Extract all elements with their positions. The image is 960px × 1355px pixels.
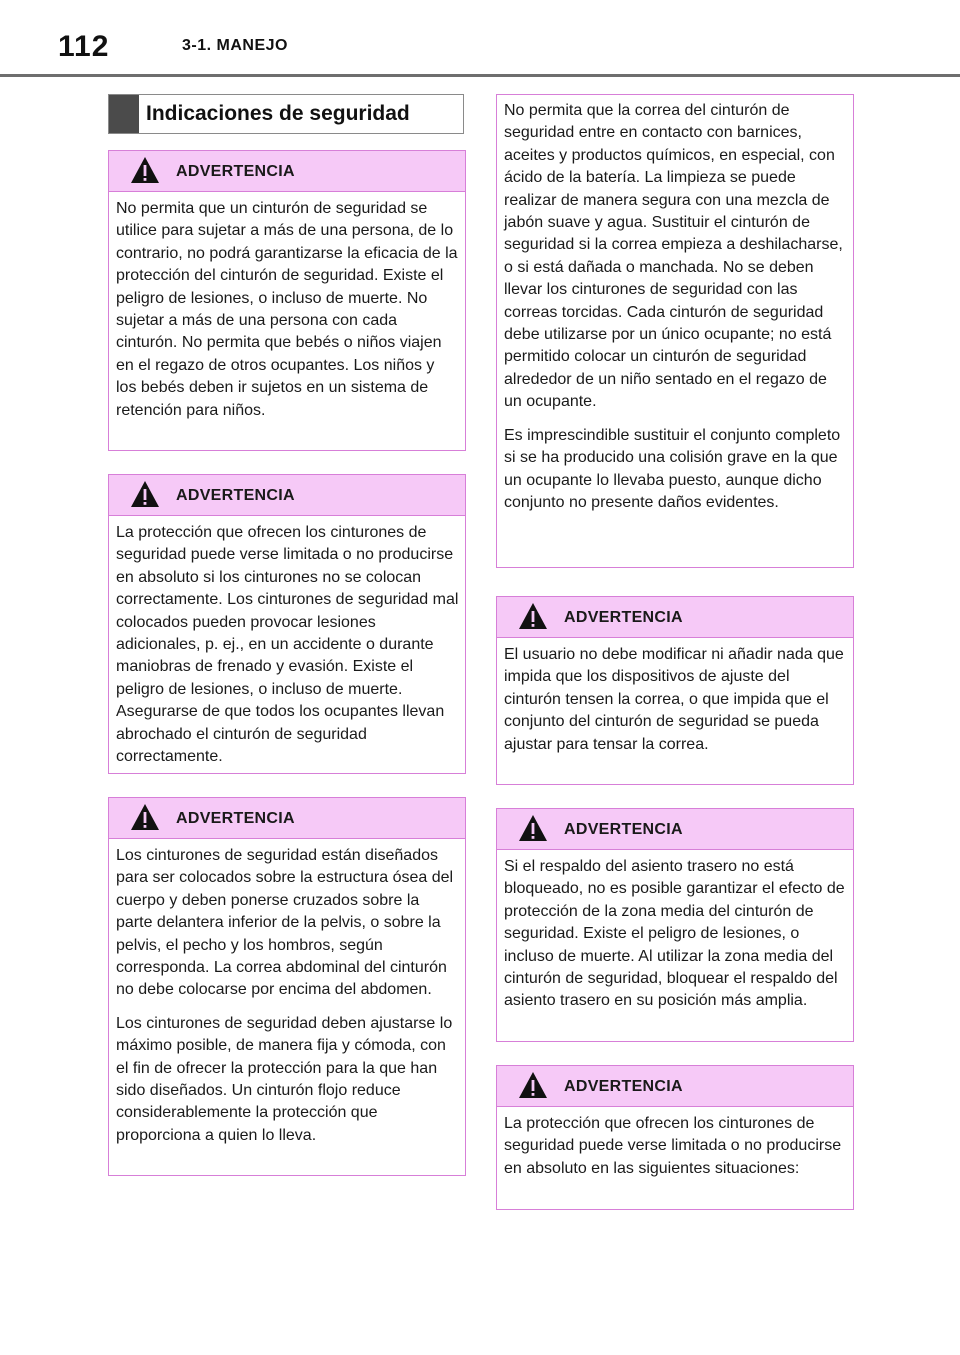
warning-header — [109, 798, 465, 839]
warning-header — [109, 151, 465, 192]
section-title — [108, 94, 464, 134]
page-number: 112 — [58, 30, 110, 63]
warning-paragraph: La protección que ofrecen los cinturones de seguridad puede verse limitada o no producirse en absoluto si los cinturones no se colocan correctamente. Los cinturones de seguridad mal colocados pueden provocar lesiones adicionales, p. ej., en un accidente o durante maniobras de frenado y evasión. Existe el peligro de lesiones, o incluso de muerte. Asegurarse de que todos los ocupantes llevan abrochado el cinturón de seguridad correctamente. — [116, 524, 459, 766]
warning-label: ADVERTENCIA — [564, 821, 683, 838]
warning-paragraph: No permita que la correa del cinturón de seguridad entre en contacto con barnices, aceites y productos químicos, en especial, con ácido de la batería. La limpieza se puede realizar de manera segura con una mezcla de jabón suave y agua. Sustituir el cinturón de seguridad si la correa empieza a deshilacharse, o si está dañada o manchada. No se deben llevar los cinturones de seguridad con las correas torcidas. Cada cinturón de seguridad debe utilizarse por un único ocupante; no está permitido colocar un cinturón de seguridad alrededor de un niño sentado en el regazo de un ocupante. — [504, 102, 843, 411]
warning-box-6 — [496, 1065, 854, 1210]
warning-triangle-icon — [517, 601, 549, 631]
warning-box-3 — [108, 797, 466, 1176]
warning-body — [109, 839, 465, 1147]
warning-box-4 — [496, 596, 854, 785]
section-title-bar — [109, 95, 139, 133]
warning-header — [497, 1066, 853, 1107]
warning-label: ADVERTENCIA — [176, 487, 295, 504]
warning-triangle-icon — [129, 479, 161, 509]
warning-triangle-icon — [129, 155, 161, 185]
warning-header — [497, 809, 853, 850]
warning-box-5 — [496, 808, 854, 1042]
warning-paragraph: La protección que ofrecen los cinturones de seguridad puede verse limitada o no producirse en absoluto en las siguientes situaciones: — [504, 1115, 842, 1177]
warning-paragraph: Es imprescindible sustituir el conjunto completo si se ha producido una colisión grave en la que un ocupante lo llevaba puesto, aunque dicho conjunto no presente daños evidentes. — [504, 426, 841, 511]
warning-label: ADVERTENCIA — [176, 163, 295, 180]
warning-label: ADVERTENCIA — [564, 609, 683, 626]
warning-body — [109, 516, 465, 768]
warning-paragraph: Los cinturones de seguridad están diseñados para ser colocados sobre la estructura ósea del cuerpo y deben ponerse cruzados sobre la parte delantera inferior de la pelvis, o sobre la pelvis, el pecho y los hombros, según corresponda. La correa abdominal del cinturón no debe colocarse por encima del abdomen. — [116, 847, 454, 999]
warning-triangle-icon — [517, 813, 549, 843]
warning-box-2 — [108, 474, 466, 774]
warning-paragraph: El usuario no debe modificar ni añadir nada que impida que los dispositivos de ajuste del cinturón tensen la correa, o que impida que el conjunto del cinturón de seguridad se pueda ajustar para tensar la correa. — [504, 646, 844, 753]
warning-header — [497, 597, 853, 638]
warning-paragraph: No permita que un cinturón de seguridad se utilice para sujetar a más de una persona, de lo contrario, no podrá garantizarse la eficacia de la protección del cinturón de seguridad. Existe el peligro de lesiones, o incluso de muerte. No sujetar a más de una persona con cada cinturón. No permita que bebés o niños viajen en el regazo de otros ocupantes. Los niños y los bebés deben ir sujetos en un sistema de retención para niños. — [116, 200, 458, 419]
section-title-text: Indicaciones de seguridad — [146, 102, 410, 125]
warning-header — [109, 475, 465, 516]
warning-body — [497, 95, 853, 514]
warning-continuation-box — [496, 94, 854, 568]
chapter-title: 3-1. MANEJO — [182, 37, 288, 54]
warning-box-1 — [108, 150, 466, 451]
warning-label: ADVERTENCIA — [564, 1078, 683, 1095]
warning-body — [497, 850, 853, 1013]
header-rule — [0, 74, 960, 77]
warning-body — [497, 1107, 853, 1180]
warning-label: ADVERTENCIA — [176, 810, 295, 827]
warning-paragraph: Los cinturones de seguridad deben ajustarse lo máximo posible, de manera fija y cómoda, con el fin de ofrecer la protección para la que han sido diseñados. Un cinturón flojo reduce considerablemente la protección que proporciona a quien lo lleva. — [116, 1014, 453, 1144]
page-header — [0, 0, 960, 78]
warning-triangle-icon — [129, 802, 161, 832]
warning-triangle-icon — [517, 1070, 549, 1100]
warning-paragraph: Si el respaldo del asiento trasero no está bloqueado, no es posible garantizar el efecto de protección de la zona media del cinturón de seguridad. Existe el peligro de lesiones, o incluso de muerte. Al utilizar la zona media del cinturón de seguridad, bloquear el respaldo del asiento trasero en su posición más amplia. — [504, 858, 845, 1010]
warning-body — [109, 192, 465, 422]
warning-body — [497, 638, 853, 756]
